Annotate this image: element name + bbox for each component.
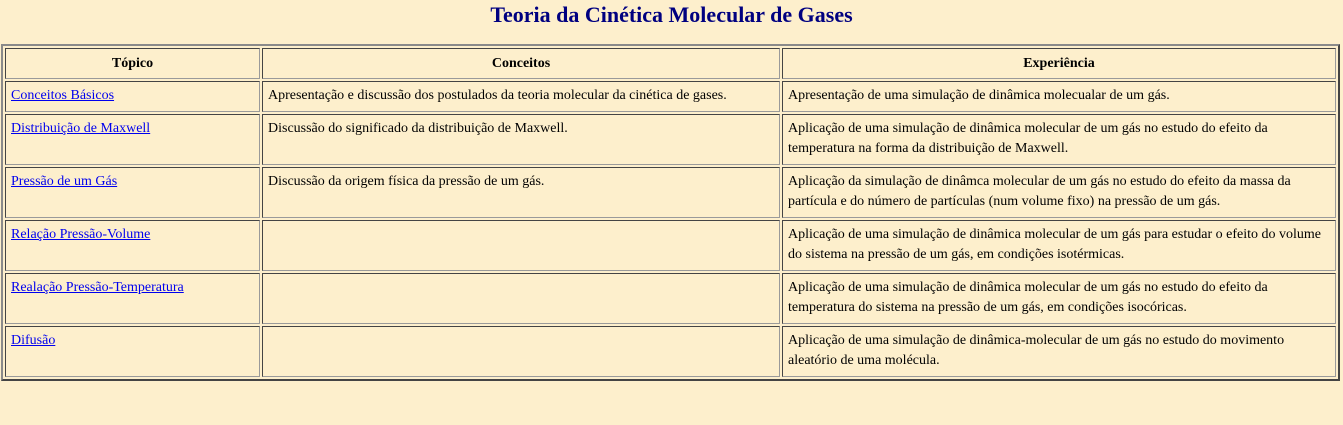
topic-link-relacao-pressao-temperatura[interactable]: Realação Pressão-Temperatura [11, 280, 184, 295]
topic-link-pressao-gas[interactable]: Pressão de um Gás [11, 174, 118, 189]
table-row [5, 220, 1336, 271]
topic-cell [5, 326, 260, 377]
concepts-cell: Discussão do significado da distribuição de Maxwell. [262, 114, 780, 165]
topic-link-conceitos-basicos[interactable]: Conceitos Básicos [11, 88, 115, 103]
topics-table-container [1, 44, 1340, 381]
experience-cell: Aplicação de uma simulação de dinâmica molecular de um gás no estudo do efeito da temperatura do sistema na pressão de um gás, em condições isocóricas. [782, 273, 1336, 324]
header-experiencia: Experiência [782, 48, 1336, 79]
topic-cell [5, 114, 260, 165]
concepts-cell [262, 326, 780, 377]
concepts-cell [262, 273, 780, 324]
topic-cell [5, 220, 260, 271]
topic-link-difusao[interactable]: Difusão [11, 333, 56, 348]
concepts-cell [262, 220, 780, 271]
topic-cell [5, 273, 260, 324]
header-topico: Tópico [5, 48, 260, 79]
table-row [5, 326, 1336, 377]
experience-cell: Aplicação da simulação de dinâmca molecular de um gás no estudo do efeito da massa da partícula e do número de partículas (num volume fixo) na pressão de um gás. [782, 167, 1336, 218]
topic-link-relacao-pressao-volume[interactable]: Relação Pressão-Volume [11, 227, 151, 242]
topic-link-distribuicao-maxwell[interactable]: Distribuição de Maxwell [11, 121, 151, 136]
concepts-cell: Discussão da origem física da pressão de um gás. [262, 167, 780, 218]
experience-cell: Apresentação de uma simulação de dinâmica molecualar de um gás. [782, 81, 1336, 112]
topic-cell [5, 167, 260, 218]
experience-cell: Aplicação de uma simulação de dinâmica molecular de um gás no estudo do efeito da temperatura na forma da distribuição de Maxwell. [782, 114, 1336, 165]
table-header-row [5, 48, 1336, 79]
page-title: Teoria da Cinética Molecular de Gases [490, 2, 853, 27]
table-row [5, 81, 1336, 112]
topic-cell [5, 81, 260, 112]
table-row [5, 114, 1336, 165]
table-row [5, 273, 1336, 324]
table-row [5, 167, 1336, 218]
experience-cell: Aplicação de uma simulação de dinâmica molecular de um gás para estudar o efeito do volume do sistema na pressão de um gás, em condições isotérmicas. [782, 220, 1336, 271]
topics-table [1, 44, 1340, 381]
concepts-cell: Apresentação e discussão dos postulados da teoria molecular da cinética de gases. [262, 81, 780, 112]
experience-cell: Aplicação de uma simulação de dinâmica-molecular de um gás no estudo do movimento aleatório de uma molécula. [782, 326, 1336, 377]
header-conceitos: Conceitos [262, 48, 780, 79]
